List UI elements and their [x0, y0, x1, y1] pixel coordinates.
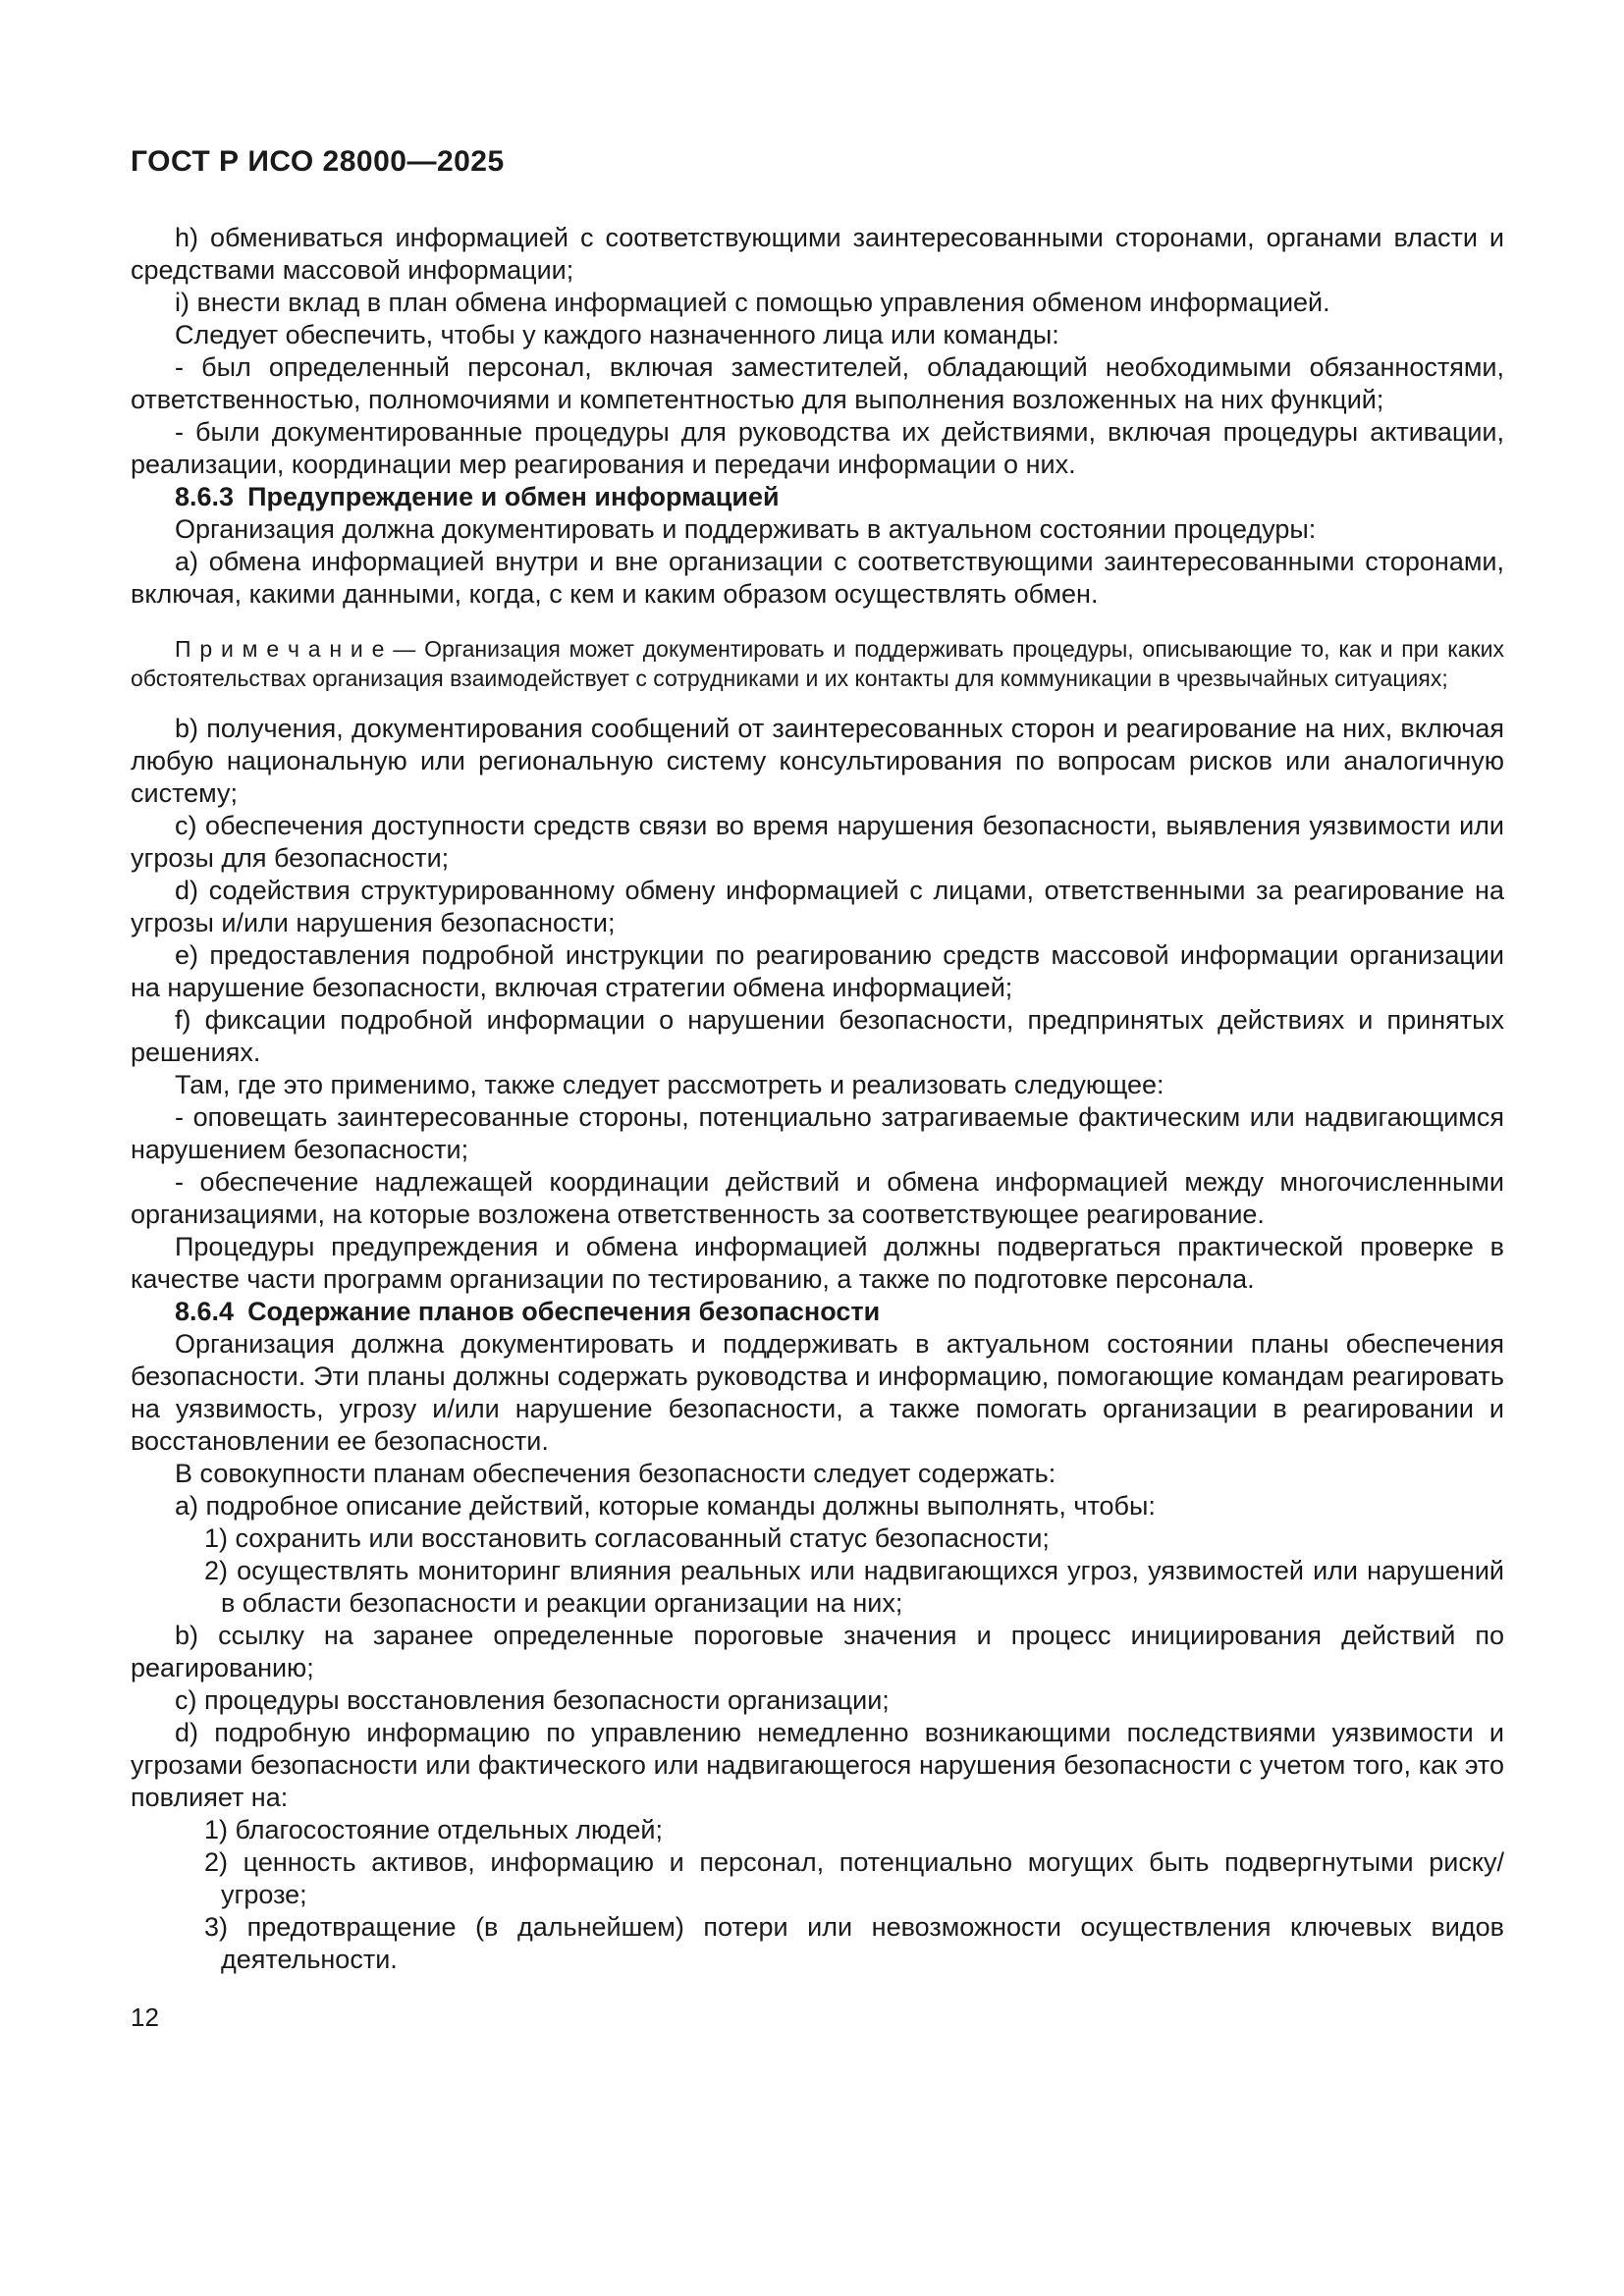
list-item-d: d) содействия структурированному обмену информацией с лицами, ответственными за реагирование на угрозы и/или нарушения безопасности; — [131, 876, 1504, 937]
list-item-b: b) ссылку на заранее определенные пороговые значения и процесс инициирования действий по реагированию; — [131, 1621, 1504, 1682]
numbered-subitem-2: 2) осуществлять мониторинг влияния реальных или надвигающихся угроз, уязвимостей или нарушений в области безопасности и реакции организации на них; — [204, 1556, 1504, 1618]
paragraph: Организация должна документировать и поддерживать в актуальном состоянии процедуры: — [175, 514, 1317, 544]
paragraph: Следует обеспечить, чтобы у каждого назначенного лица или команды: — [175, 320, 1059, 349]
list-item-c: c) процедуры восстановления безопасности организации; — [175, 1685, 890, 1715]
note-paragraph: П р и м е ч а н и е — Организация может документировать и поддерживать процедуры, описывающие то, как и при каких обстоятельствах организация взаимодействует с сотрудниками и их контакты для коммуникации в чрезвычайных ситуациях; — [131, 636, 1504, 691]
list-item-d: d) подробную информацию по управлению немедленно возникающими последствиями уязвимости и угрозами безопасности или фактического или надвигающегося нарушения безопасности с учетом того, как это повлияет на: — [131, 1718, 1504, 1812]
numbered-subitem-1: 1) благосостояние отдельных людей; — [204, 1815, 664, 1844]
document-body — [131, 222, 1504, 1976]
page-number: 12 — [131, 2002, 159, 2032]
dash-item: - были документированные процедуры для руководства их действиями, включая процедуры активации, реализации, координации мер реагирования и передачи информации о них. — [131, 417, 1504, 479]
list-item-h: h) обмениваться информацией с соответствующими заинтересованными сторонами, органами власти и средствами массовой информации; — [131, 223, 1504, 285]
numbered-subitem-1: 1) сохранить или восстановить согласованный статус безопасности; — [204, 1523, 1050, 1553]
paragraph: Процедуры предупреждения и обмена информацией должны подвергаться практической проверке в качестве части программ организации по тестированию, а также по подготовке персонала. — [131, 1232, 1504, 1294]
section-heading-8-6-4 — [131, 1296, 1504, 1328]
list-item-a: a) обмена информацией внутри и вне организации с соответствующими заинтересованными сторонами, включая, какими данными, когда, с кем и каким образом осуществлять обмен. — [131, 547, 1504, 609]
list-item-b: b) получения, документирования сообщений от заинтересованных сторон и реагирование на них, включая любую национальную или региональную систему консультирования по вопросам рисков или аналогичную систему; — [131, 714, 1504, 808]
section-title: Предупреждение и обмен информацией — [247, 482, 780, 511]
section-number: 8.6.3 — [175, 482, 235, 511]
list-item-c: c) обеспечения доступности средств связи во время нарушения безопасности, выявления уязвимости или угрозы для безопасности; — [131, 811, 1504, 873]
dash-item: - обеспечение надлежащей координации действий и обмена информацией между многочисленными организациями, на которые возложена ответственность за соответствующее реагирование. — [131, 1167, 1504, 1229]
numbered-subitem-2: 2) ценность активов, информацию и персонал, потенциально могущих быть подвергнутыми риску/угрозе; — [204, 1847, 1504, 1909]
dash-item: - был определенный персонал, включая заместителей, обладающий необходимыми обязанностями, ответственностью, полномочиями и компетентностью для выполнения возложенных на них функций; — [131, 352, 1504, 414]
paragraph: Там, где это применимо, также следует рассмотреть и реализовать следующее: — [175, 1070, 1164, 1099]
list-item-a: a) подробное описание действий, которые команды должны выполнять, чтобы: — [175, 1491, 1156, 1521]
document-standard-code: ГОСТ Р ИСО 28000—2025 — [131, 145, 505, 178]
section-number: 8.6.4 — [175, 1297, 235, 1326]
numbered-subitem-3: 3) предотвращение (в дальнейшем) потери или невозможности осуществления ключевых видов деятельности. — [204, 1912, 1504, 1974]
dash-item: - оповещать заинтересованные стороны, потенциально затрагиваемые фактическим или надвигающимся нарушением безопасности; — [131, 1102, 1504, 1164]
section-heading-8-6-3 — [131, 481, 1504, 513]
list-item-e: e) предоставления подробной инструкции по реагированию средств массовой информации организации на нарушение безопасности, включая стратегии обмена информацией; — [131, 940, 1504, 1002]
paragraph: Организация должна документировать и поддерживать в актуальном состоянии планы обеспечения безопасности. Эти планы должны содержать руководства и информацию, помогающие командам реагировать на уязвимость, угрозу и/или нарушение безопасности, а также помогать организации в реагировании и восстановлении ее безопасности. — [131, 1329, 1504, 1456]
list-item-i: i) внести вклад в план обмена информацией с помощью управления обменом информацией. — [175, 288, 1330, 317]
paragraph: В совокупности планам обеспечения безопасности следует содержать: — [175, 1459, 1056, 1488]
list-item-f: f) фиксации подробной информации о нарушении безопасности, предпринятых действиях и принятых решениях. — [131, 1005, 1504, 1067]
section-title: Содержание планов обеспечения безопасности — [247, 1297, 881, 1326]
